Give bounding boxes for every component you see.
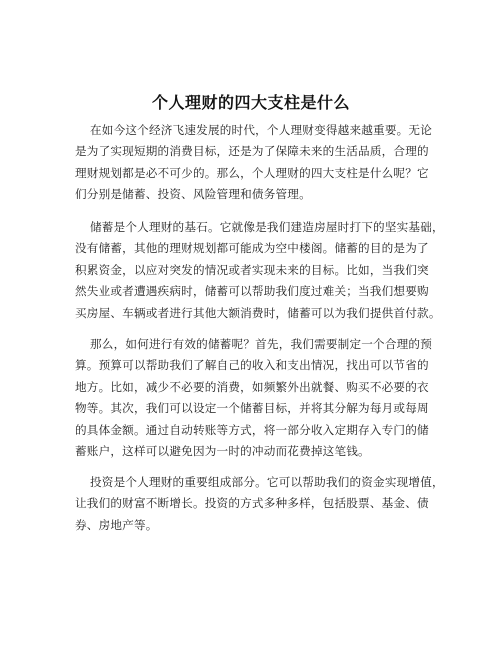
paragraph-intro bbox=[75, 120, 445, 206]
paragraph-line: 投资是个人理财的重要组成部分。它可以帮助我们的资金实现增值， bbox=[90, 475, 444, 489]
paragraph-line: 们分别是储蓄、投资、风险管理和债务管理。 bbox=[75, 187, 311, 202]
paragraph-line: 没有储蓄，其他的理财规划都可能成为空中楼阁。储蓄的目的是为了 bbox=[75, 241, 429, 256]
paragraph-line: 理财规划都是必不可少的。那么，个人理财的四大支柱是什么呢？它 bbox=[75, 165, 429, 180]
paragraph-line: 在如今这个经济飞速发展的时代，个人理财变得越来越重要。无论 bbox=[90, 123, 433, 137]
paragraph-line: 蓄账户，这样可以避免因为一时的冲动而花费掉这笔钱。 bbox=[75, 444, 370, 459]
paragraph-line: 券、房地产等。 bbox=[75, 517, 158, 532]
paragraph-line: 地方。比如，减少不必要的消费，如频繁外出就餐、购买不必要的衣 bbox=[75, 379, 429, 394]
paragraph-line: 那么，如何进行有效的储蓄呢？首先，我们需要制定一个合理的预 bbox=[90, 337, 433, 351]
paragraph-line: 让我们的财富不断增长。投资的方式多种多样，包括股票、基金、债 bbox=[75, 496, 429, 511]
paragraph-investment bbox=[75, 472, 445, 536]
paragraph-how-to-save bbox=[75, 334, 445, 462]
paragraph-line: 买房屋、车辆或者进行其他大额消费时，储蓄可以为我们提供首付款。 bbox=[75, 305, 441, 320]
paragraph-line: 是为了实现短期的消费目标，还是为了保障未来的生活品质，合理的 bbox=[75, 144, 429, 159]
paragraph-line: 储蓄是个人理财的基石。它就像是我们建造房屋时打下的坚实基础， bbox=[90, 220, 444, 234]
paragraph-line: 的具体金额。通过自动转账等方式，将一部分收入定期存入专门的储 bbox=[75, 422, 429, 437]
paragraph-line: 积累资金，以应对突发的情况或者实现未来的目标。比如，当我们突 bbox=[75, 262, 429, 277]
paragraph-line: 然失业或者遭遇疾病时，储蓄可以帮助我们度过难关；当我们想要购 bbox=[75, 284, 429, 299]
paragraph-line: 算。预算可以帮助我们了解自己的收入和支出情况，找出可以节省的 bbox=[75, 358, 429, 373]
paragraph-line: 物等。其次，我们可以设定一个储蓄目标，并将其分解为每月或每周 bbox=[75, 401, 429, 416]
document-title: 个人理财的四大支柱是什么 bbox=[151, 93, 350, 112]
paragraph-savings bbox=[75, 217, 445, 324]
